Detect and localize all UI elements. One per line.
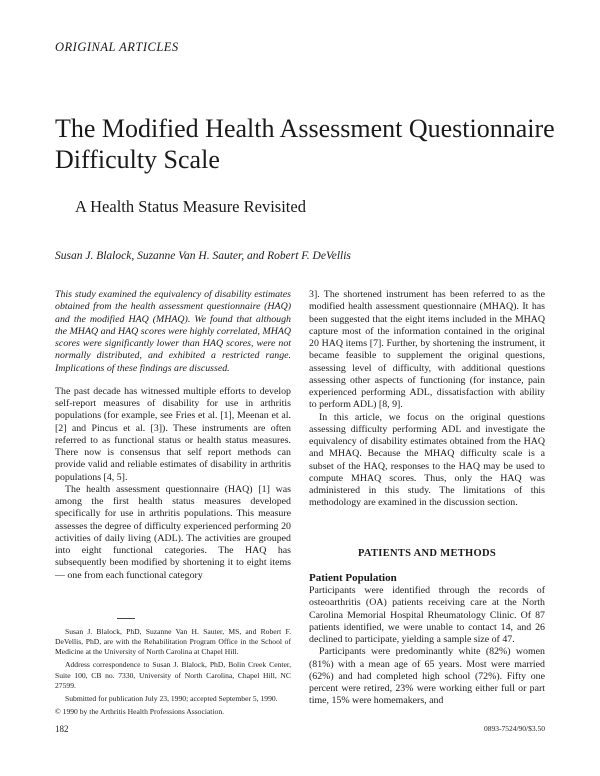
right-column bbox=[309, 289, 545, 708]
intro-paragraph-2-continued: 3]. The shortened instrument has been referred to as the modified health assessment questionnaire (MHAQ). It has been suggested that the eight items included in the MHAQ capture most of the information contained in the original 20 HAQ items [7]. Further, by shortening the instrument, it became feasible to supplement the original questions, assessing level of difficulty, with additional questions assessing other aspects of functioning (for instance, pain experienced performing ADL, dissatisfaction with ability to perform ADL) [8, 9]. bbox=[309, 289, 545, 411]
footnote-divider bbox=[117, 618, 135, 619]
left-column bbox=[55, 289, 291, 720]
intro-paragraph-2: The health assessment questionnaire (HAQ) [1] was among the first health status measures developed specifically for use in arthritis populations. This measure assesses the degree of difficulty experienced performing 20 activities of daily living (ADL). The activities are grouped into eight functional categories. The HAQ has subsequently been modified by shortening it to eight items — one from each functional category bbox=[55, 483, 291, 581]
footnote-affiliation: Susan J. Blalock, PhD, Suzanne Van H. Sauter, MS, and Robert F. DeVellis, PhD, are with the Rehabilitation Program Office in the School of Medicine at the University of North Carolina at Chapel Hill. bbox=[55, 626, 291, 657]
page-number: 182 bbox=[55, 724, 69, 734]
methods-paragraph-2: Participants were predominantly white (82%) women (81%) with a mean age of 65 years. Most were married (62%) and had completed high school (72%). Fifty one percent were retired, 23% were working either full or part time, 15% were homemakers, and bbox=[309, 646, 545, 707]
article-authors: Susan J. Blalock, Suzanne Van H. Sauter, and Robert F. DeVellis bbox=[55, 250, 351, 262]
methods-paragraph-1: Participants were identified through the records of osteoarthritis (OA) patients receiving care at the North Carolina Memorial Hospital Rheumatology Clinic. Of 87 patients identified, we were unable to contact 14, and 26 declined to participate, yielding a sample size of 47. bbox=[309, 585, 545, 645]
footnote-copyright: © 1990 by the Arthritis Health Professions Association. bbox=[55, 707, 225, 717]
issn-code: 0893-7524/90/$3.50 bbox=[483, 724, 545, 733]
intro-paragraph-3: In this article, we focus on the original questions assessing difficulty performing ADL and investigate the equivalency of disability estimates obtained from the HAQ and MHAQ. Because the MHAQ difficulty scale is a subset of the HAQ, responses to the HAQ may be used to compute MHAQ scores. Thus, only the HAQ was administered in this study. The limitations of this methodology are examined in the discussion section. bbox=[309, 411, 545, 509]
footnote-submitted: Submitted for publication July 23, 1990; accepted September 5, 1990. bbox=[65, 693, 278, 703]
subheading: Patient Population bbox=[309, 571, 397, 584]
footnotes bbox=[55, 627, 291, 718]
article-subtitle: A Health Status Measure Revisited bbox=[75, 197, 306, 216]
intro-paragraph-1: The past decade has witnessed multiple efforts to develop self-report measures of disability for use in arthritis populations (for example, see Fries et al. [1], Meenan et al. [2] and Pincus et al. [3]). These instruments are often referred to as functional status or health status measures. There now is consensus that self report methods can provide valid and reliable estimates of disability in arthritis populations [4, 5]. bbox=[55, 385, 291, 483]
footnote-correspondence: Address correspondence to Susan J. Blalock, PhD, Bolin Creek Center, Suite 100, CB no. 7330, University of North Carolina, Chapel Hill, NC 27599. bbox=[55, 660, 291, 690]
section-label: ORIGINAL ARTICLES bbox=[55, 40, 179, 54]
abstract: This study examined the equivalency of disability estimates obtained from the health assessment questionnaire (HAQ) and the modified HAQ (MHAQ). We found that although the MHAQ and HAQ scores were highly correlated, MHAQ scores were significantly lower than HAQ scores, were not normally distributed, and exhibited a restricted range. Implications of these findings are discussed. bbox=[55, 289, 291, 374]
article-title: The Modified Health Assessment Questionnaire Difficulty Scale bbox=[55, 114, 555, 174]
section-heading: PATIENTS AND METHODS bbox=[357, 547, 497, 559]
